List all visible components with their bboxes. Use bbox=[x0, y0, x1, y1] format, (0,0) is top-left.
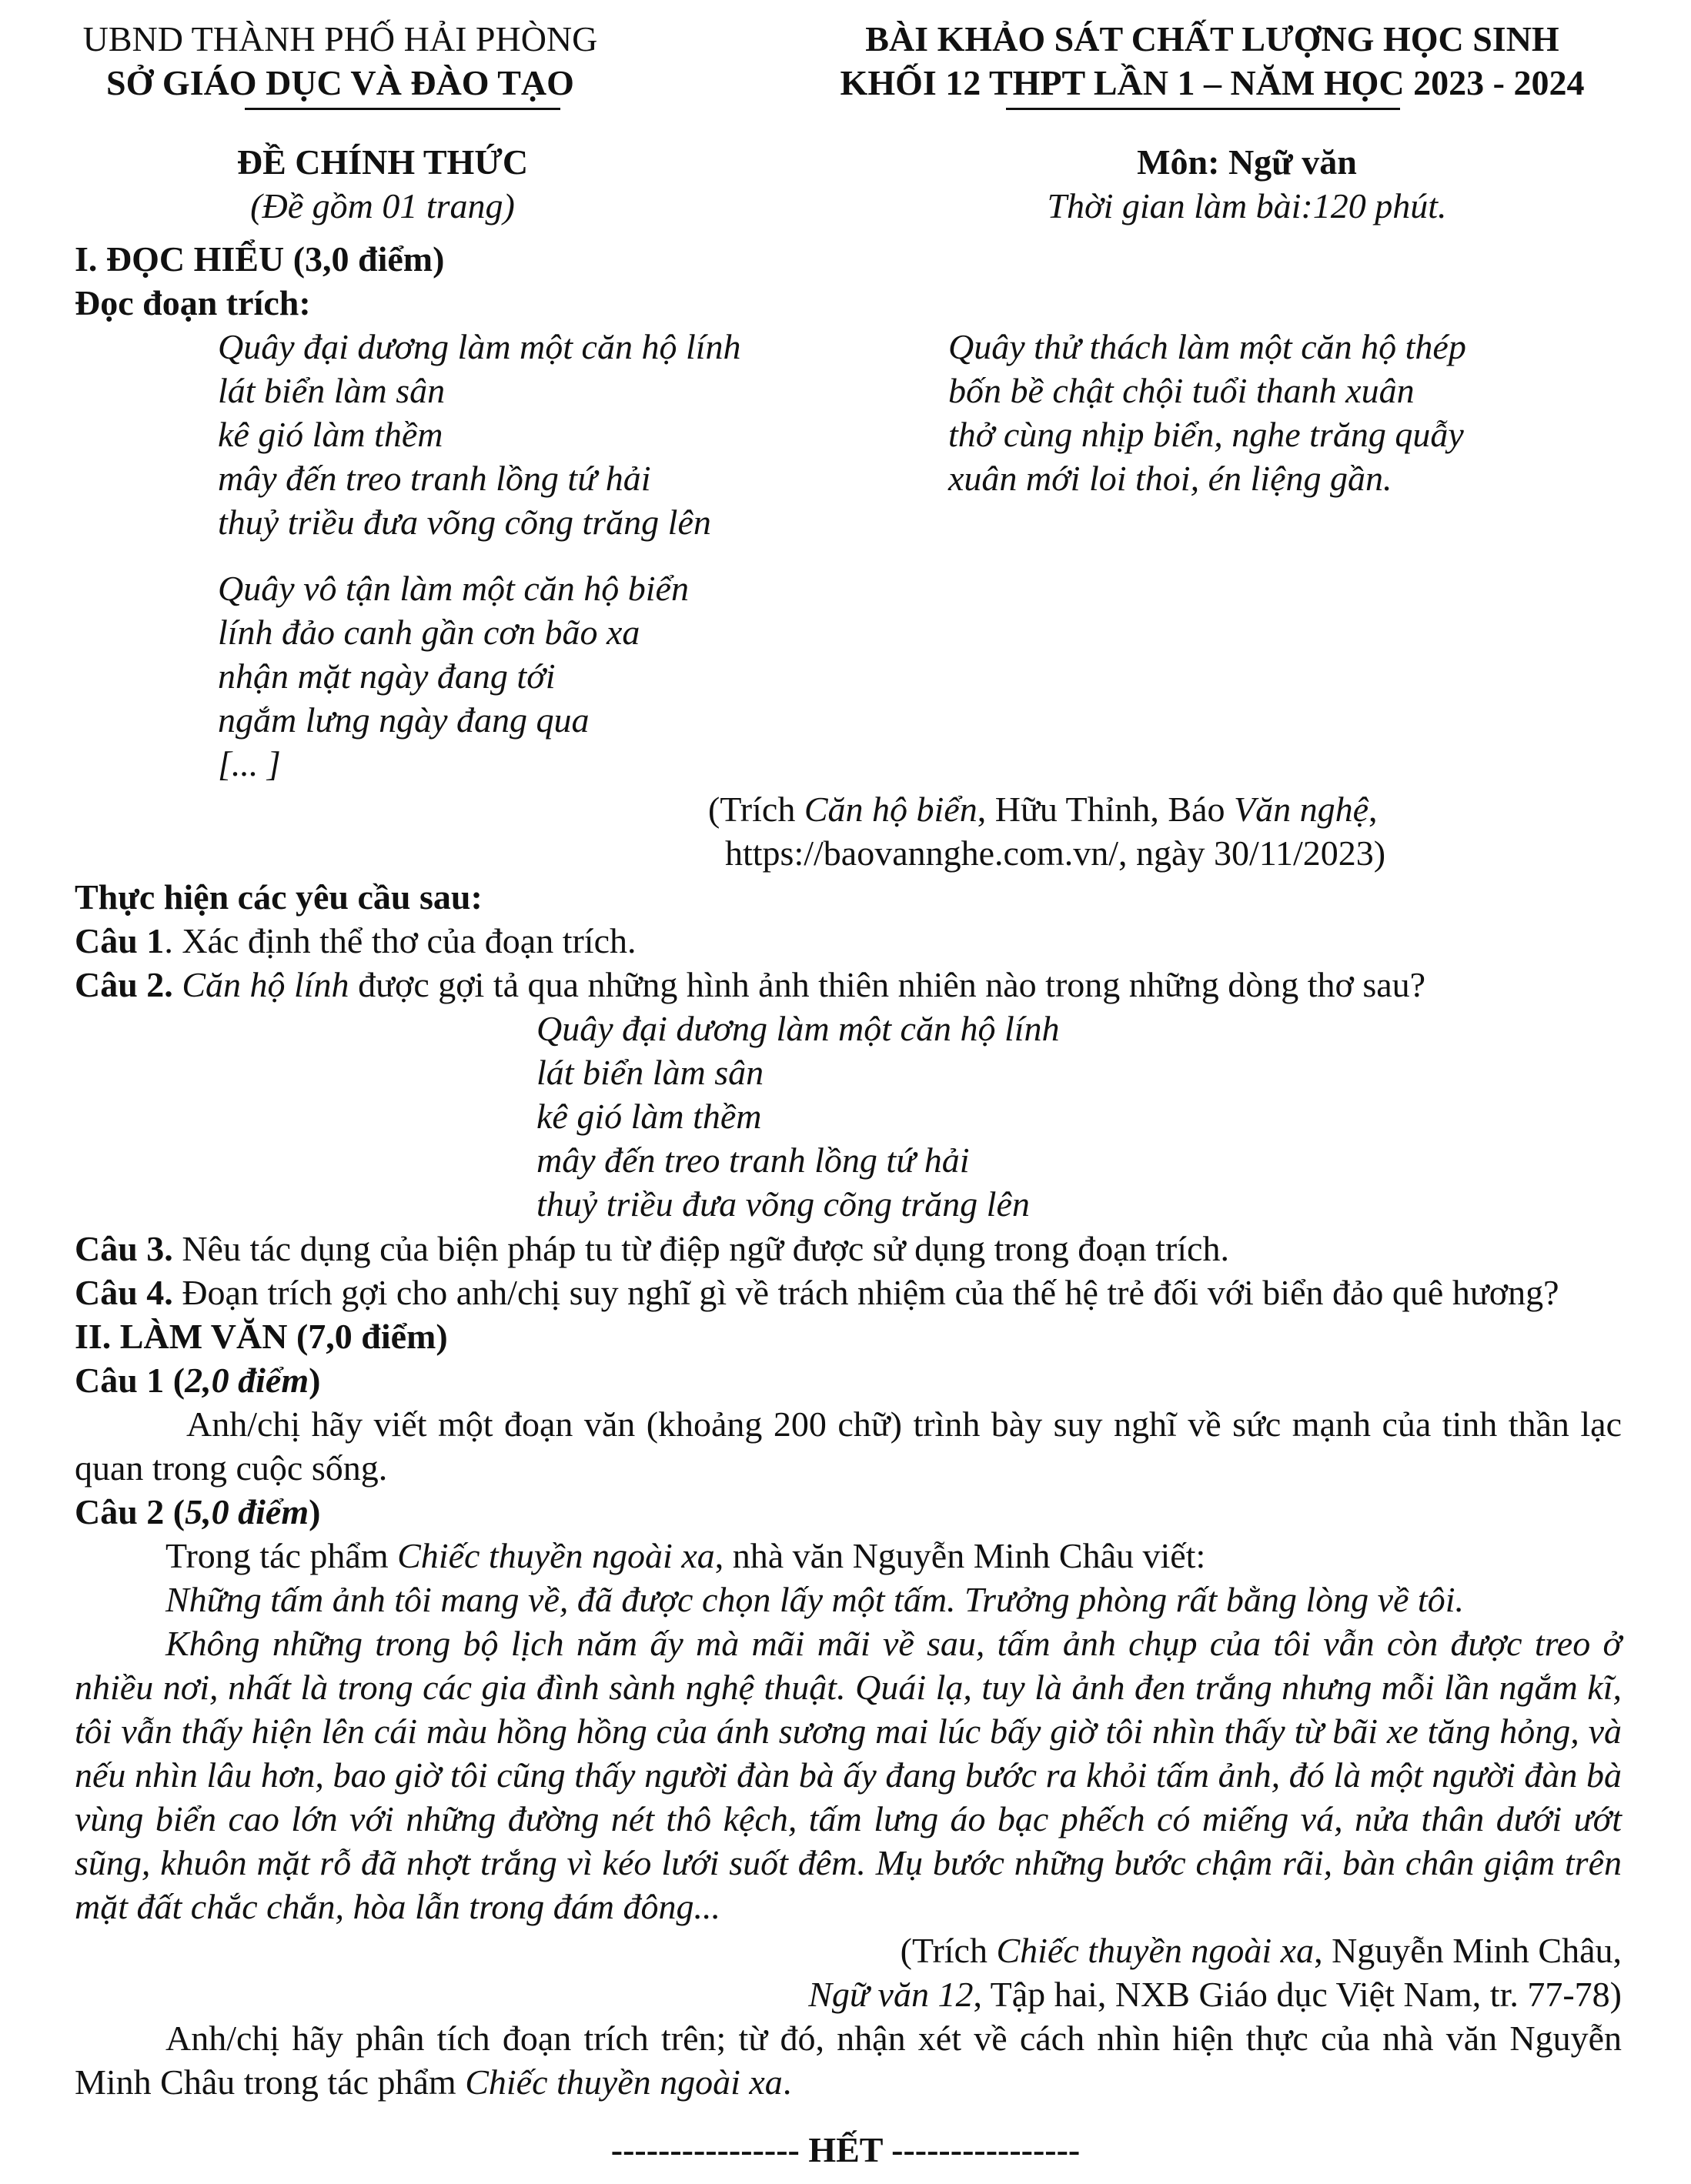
poem-line: lát biển làm sân bbox=[218, 371, 446, 410]
poem-source-line1: (Trích Căn hộ biển, Hữu Thỉnh, Báo Văn nghệ, bbox=[708, 790, 1378, 829]
poem-line: thuỷ triều đưa võng cõng trăng lên bbox=[218, 503, 711, 542]
question-3: Câu 3. Nêu tác dụng của biện pháp tu từ điệp ngữ được sử dụng trong đoạn trích. bbox=[75, 1229, 1229, 1268]
poem-line: Quây vô tận làm một căn hộ biển bbox=[218, 569, 689, 608]
question-4: Câu 4. Đoạn trích gợi cho anh/chị suy nghĩ gì về trách nhiệm của thế hệ trẻ đối với biển đảo quê hương? bbox=[75, 1273, 1559, 1312]
exam-title: BÀI KHẢO SÁT CHẤT LƯỢNG HỌC SINH bbox=[865, 19, 1559, 58]
poem-right-stanza bbox=[948, 325, 1466, 500]
poem-line: xuân mới loi thoi, én liệng gần. bbox=[948, 459, 1392, 498]
poem-line: lát biển làm sân bbox=[536, 1053, 764, 1092]
tasks-label: Thực hiện các yêu cầu sau: bbox=[75, 877, 483, 917]
question-1: Câu 1. Xác định thể thơ của đoạn trích. bbox=[75, 921, 637, 960]
official-block bbox=[75, 140, 690, 228]
header-left bbox=[75, 17, 606, 105]
time-limit: Thời gian làm bài:120 phút. bbox=[1047, 186, 1447, 225]
part2-heading: II. LÀM VĂN (7,0 điểm) bbox=[75, 1317, 448, 1356]
poem-line: Quây thử thách làm một căn hộ thép bbox=[948, 327, 1466, 366]
essay-question-2-label: Câu 2 (5,0 điểm) bbox=[75, 1492, 321, 1531]
subject: Môn: Ngữ văn bbox=[1137, 142, 1357, 182]
source-paper: Văn nghệ bbox=[1234, 790, 1369, 829]
excerpt-citation-line2: Ngữ văn 12, Tập hai, NXB Giáo dục Việt Nam, tr. 77-78) bbox=[808, 1975, 1622, 2014]
poem-line: mây đến treo tranh lồng tứ hải bbox=[536, 1140, 970, 1180]
official-label: ĐỀ CHÍNH THỨC bbox=[236, 142, 529, 182]
subject-block bbox=[862, 140, 1632, 228]
office-name: SỞ GIÁO DỤC VÀ ĐÀO TẠO bbox=[106, 63, 574, 102]
poem-line: Quây đại dương làm một căn hộ lính bbox=[536, 1009, 1060, 1048]
header-right bbox=[824, 17, 1601, 105]
poem-line: bốn bề chật chội tuổi thanh xuân bbox=[948, 371, 1415, 410]
poem-line: [... ] bbox=[218, 744, 281, 783]
excerpt-paragraph-1: Những tấm ảnh tôi mang về, đã được chọn lấy một tấm. Trưởng phòng rất bằng lòng về tôi. bbox=[165, 1580, 1464, 1619]
essay-question-1-label: Câu 1 (2,0 điểm) bbox=[75, 1361, 321, 1400]
poem-left-stanza-2 bbox=[218, 566, 689, 786]
poem-line: thở cùng nhịp biển, nghe trăng quẫy bbox=[948, 415, 1464, 454]
essay-question-1-text: Anh/chị hãy viết một đoạn văn (khoảng 200 chữ) trình bày suy nghĩ về sức mạnh của tinh thần lạc quan trong cuộc sống. bbox=[75, 1404, 1622, 1488]
page-count: (Đề gồm 01 trang) bbox=[250, 186, 515, 225]
end-marker: ---------------- HẾT ---------------- bbox=[610, 2130, 1081, 2169]
poem-line: lính đảo canh gần cơn bão xa bbox=[218, 613, 640, 652]
essay-question-2-intro: Trong tác phẩm Chiếc thuyền ngoài xa, nhà văn Nguyễn Minh Châu viết: bbox=[165, 1536, 1206, 1575]
exam-grade-year: KHỐI 12 THPT LẦN 1 – NĂM HỌC 2023 - 2024 bbox=[840, 63, 1585, 102]
poem-line: ngắm lưng ngày đang qua bbox=[218, 700, 590, 740]
poem-left-stanza-1 bbox=[218, 325, 741, 544]
department-name: UBND THÀNH PHỐ HẢI PHÒNG bbox=[82, 19, 598, 58]
poem-line: Quây đại dương làm một căn hộ lính bbox=[218, 327, 741, 366]
header-left-underline bbox=[245, 108, 560, 110]
poem-line: kê gió làm thềm bbox=[218, 415, 443, 454]
poem-source-line2: https://baovannghe.com.vn/, ngày 30/11/2023) bbox=[725, 833, 1386, 873]
poem-line: nhận mặt ngày đang tới bbox=[218, 656, 556, 696]
poem-line: thuỷ triều đưa võng cõng trăng lên bbox=[536, 1184, 1030, 1224]
essay-question-2-task: Anh/chị hãy phân tích đoạn trích trên; từ đó, nhận xét về cách nhìn hiện thực của nhà văn Nguyễn Minh Châu trong tác phẩm Chiếc thuyền ngoài xa. bbox=[75, 2019, 1622, 2102]
question-2: Câu 2. Căn hộ lính được gợi tả qua những hình ảnh thiên nhiên nào trong những dòng thơ sau? bbox=[75, 965, 1426, 1004]
part1-heading: I. ĐỌC HIỂU (3,0 điểm) bbox=[75, 239, 445, 279]
excerpt-paragraph-2: Không những trong bộ lịch năm ấy mà mãi mãi về sau, tấm ảnh chụp của tôi vẫn còn được treo ở nhiều nơi, nhất là trong các gia đình sành nghệ thuật. Quái lạ, tuy là ảnh đen trắng nhưng mỗi lần ngắm kĩ, tôi vẫn thấy hiện lên cái màu hồng hồng của ánh sương mai lúc bấy giờ tôi nhìn thấy từ bãi xe tăng hỏng, và nếu nhìn lâu hơn, bao giờ tôi cũng thấy người đàn bà ấy đang bước ra khỏi tấm ảnh, đó là một người đàn bà vùng biển cao lớn với những đường nét thô kệch, tấm lưng áo bạc phếch có miếng vá, nửa thân dưới ướt sũng, khuôn mặt rỗ đã nhợt trắng vì kéo lưới suốt đêm. Mụ bước những bước chậm rãi, bàn chân giậm trên mặt đất chắc chắn, hòa lẫn trong đám đông... bbox=[75, 1624, 1622, 1926]
header-right-underline bbox=[1006, 108, 1400, 110]
poem-line: kê gió làm thềm bbox=[536, 1097, 762, 1136]
excerpt-citation-line1: (Trích Chiếc thuyền ngoài xa, Nguyễn Minh Châu, bbox=[900, 1931, 1622, 1970]
read-label: Đọc đoạn trích: bbox=[75, 283, 311, 322]
poem-line: mây đến treo tranh lồng tứ hải bbox=[218, 459, 651, 498]
question-2-verse bbox=[536, 1007, 1060, 1226]
source-work: Căn hộ biển bbox=[804, 790, 978, 829]
